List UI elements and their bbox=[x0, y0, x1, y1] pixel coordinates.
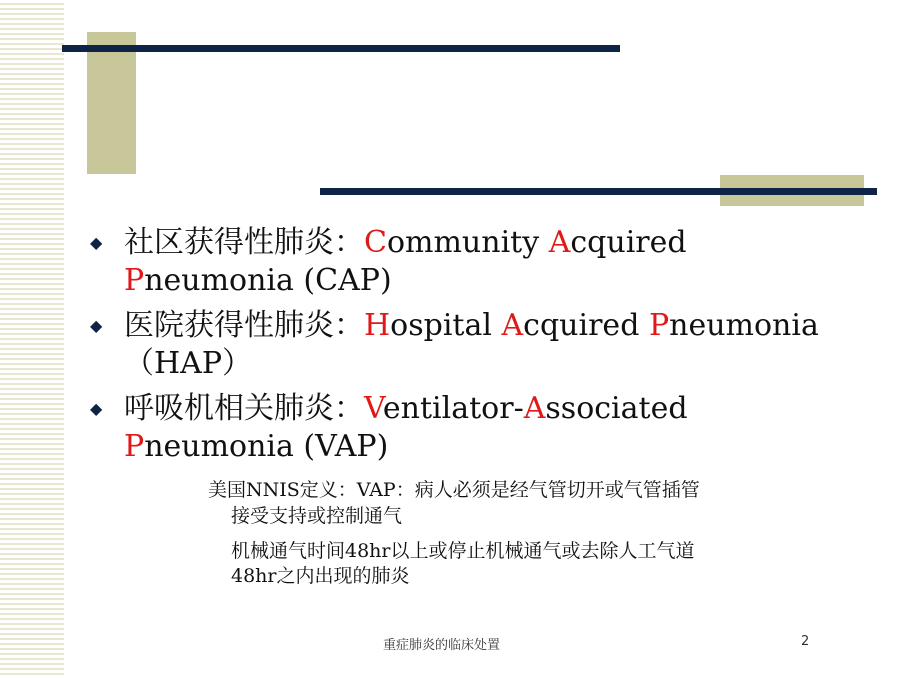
bullet-text bbox=[124, 307, 819, 383]
bullet-line-2 bbox=[124, 262, 687, 300]
term-chinese: 医院获得性肺炎： bbox=[124, 308, 364, 343]
term-english: ssociated bbox=[545, 391, 688, 426]
term-english: entilator- bbox=[382, 391, 524, 426]
acronym-letter: P bbox=[124, 429, 145, 464]
footer-title: 重症肺炎的临床处置 bbox=[383, 638, 501, 653]
bullet-item bbox=[88, 307, 878, 383]
term-english: ommunity bbox=[386, 225, 549, 260]
term-english: ospital bbox=[390, 308, 502, 343]
bullet-list bbox=[88, 224, 878, 466]
diamond-bullet-icon: ◆ bbox=[90, 233, 103, 252]
tan-decor-block-top bbox=[87, 32, 136, 174]
term-english: （HAP） bbox=[124, 346, 253, 381]
bullet-text bbox=[124, 224, 687, 300]
term-english: cquired bbox=[570, 225, 687, 260]
term-english: neumonia bbox=[669, 308, 819, 343]
bullet-line-1 bbox=[124, 224, 687, 262]
slide-content bbox=[88, 224, 878, 473]
term-chinese: 呼吸机相关肺炎： bbox=[124, 391, 364, 426]
acronym-letter: A bbox=[548, 225, 571, 260]
navy-rule-top bbox=[62, 45, 620, 52]
acronym-letter: A bbox=[523, 391, 546, 426]
acronym-letter: H bbox=[364, 308, 391, 343]
diamond-bullet-icon: ◆ bbox=[90, 399, 103, 418]
bullet-line-2 bbox=[124, 345, 819, 383]
term-english: neumonia (VAP) bbox=[144, 429, 389, 464]
note-line-4: 48hr之内出现的肺炎 bbox=[231, 565, 410, 587]
note-line-3: 机械通气时间48hr以上或停止机械通气或去除人工气道 bbox=[231, 540, 695, 562]
term-chinese: 社区获得性肺炎： bbox=[124, 225, 364, 260]
acronym-letter: P bbox=[648, 308, 670, 343]
term-english: cquired bbox=[523, 308, 649, 343]
acronym-letter: V bbox=[364, 391, 383, 426]
bullet-line-2 bbox=[124, 428, 688, 466]
bullet-line-1 bbox=[124, 390, 688, 428]
note-line-2: 接受支持或控制通气 bbox=[231, 505, 403, 527]
bullet-line-1 bbox=[124, 307, 819, 345]
navy-rule-middle bbox=[320, 188, 877, 195]
bullet-item bbox=[88, 390, 878, 466]
acronym-letter: P bbox=[124, 263, 145, 298]
acronym-letter: C bbox=[364, 225, 387, 260]
bullet-text bbox=[124, 390, 688, 466]
diamond-bullet-icon: ◆ bbox=[90, 316, 103, 335]
page-number: 2 bbox=[801, 634, 810, 649]
note-line-1: 美国NNIS定义：VAP：病人必须是经气管切开或气管插管 bbox=[208, 479, 700, 501]
left-stripe-decoration bbox=[0, 0, 64, 675]
bullet-item bbox=[88, 224, 878, 300]
acronym-letter: A bbox=[501, 308, 524, 343]
term-english: neumonia (CAP) bbox=[144, 263, 392, 298]
